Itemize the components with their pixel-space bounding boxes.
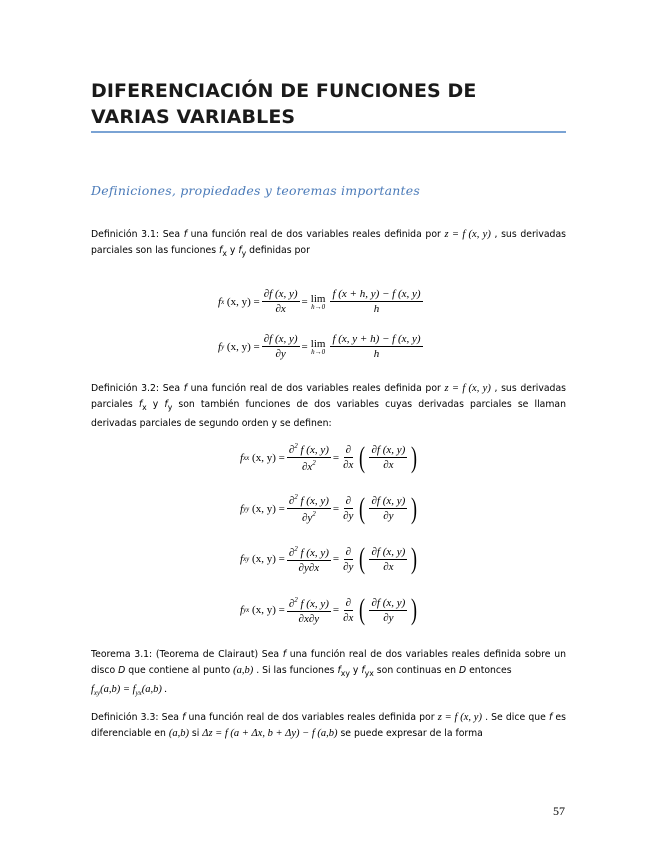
page-title: DIFERENCIACIÓN DE FUNCIONES DE VARIAS VARIABLES bbox=[91, 80, 477, 128]
equation-fx: f x (x, y) = $\frac{\partial f (x, y)}{\partial x}$ = lim h→0 $\frac{f (x + h, y) - f (x, y)}{h}$ bbox=[218, 288, 421, 315]
definition-3-1: Definición 3.1: Sea f una función real de dos variables reales definida por z = f (x, y) , sus derivadas parciales son las funciones $f_x$ y $f_y$ definidas por bbox=[91, 229, 566, 258]
equation-fyy: f yy (x, y) = $\frac{\partial^2 f (x, y)}{\partial y^2}$ = $\frac{\partial}{\partial y}$ ( $\frac{\partial f (x, y)}{\partial y}$ ) bbox=[240, 491, 418, 525]
equation-fyx: f yx (x, y) = $\frac{\partial^2 f (x, y)}{\partial x\partial y}$ = $\frac{\partial}{\partial x}$ ( $\frac{\partial f (x, y)}{\partial y}$ ) bbox=[240, 593, 418, 626]
title-underline bbox=[91, 131, 566, 133]
page-number: 57 bbox=[553, 804, 565, 818]
definition-3-3: Definición 3.3: Sea f una función real de dos variables reales definida por z = f (x, y) . Se dice que f es diferenciable en (a,b) si Δz = f (a + Δx, b + Δy) − f (a,b) se puede expresar de la forma bbox=[91, 712, 566, 739]
equation-fy: f y (x, y) = $\frac{\partial f (x, y)}{\partial y}$ = lim h→0 $\frac{f (x, y + h) - f (x, y)}{h}$ bbox=[218, 333, 421, 360]
section-subtitle: Definiciones, propiedades y teoremas importantes bbox=[91, 183, 420, 198]
theorem-3-1: Teorema 3.1: (Teorema de Clairaut) Sea f una función real de dos variables reales definida sobre un disco D que contiene al punto (a,b) . Si las funciones $f_{xy}$ y $f_{yx}$ son continuas en D entonces $f_{xy}(a,b) = f_{yx}(a,b)$ . bbox=[91, 649, 566, 697]
equation-fxy: f xy (x, y) = $\frac{\partial^2 f (x, y)}{\partial y\partial x}$ = $\frac{\partial}{\partial y}$ ( $\frac{\partial f (x, y)}{\partial x}$ ) bbox=[240, 542, 418, 575]
definition-3-2: Definición 3.2: Sea f una función real de dos variables reales definida por z = f (x, y) , sus derivadas parciales $f_x$ y $f_y$ son también funciones de dos variables cuyas derivadas parciales se llaman derivadas parciales de segundo orden y se definen: bbox=[91, 383, 566, 429]
equation-fxx: f xx (x, y) = $\frac{\partial^2 f (x, y)}{\partial x^2}$ = $\frac{\partial}{\partial x}$ ( $\frac{\partial f (x, y)}{\partial x}$ ) bbox=[240, 440, 418, 474]
